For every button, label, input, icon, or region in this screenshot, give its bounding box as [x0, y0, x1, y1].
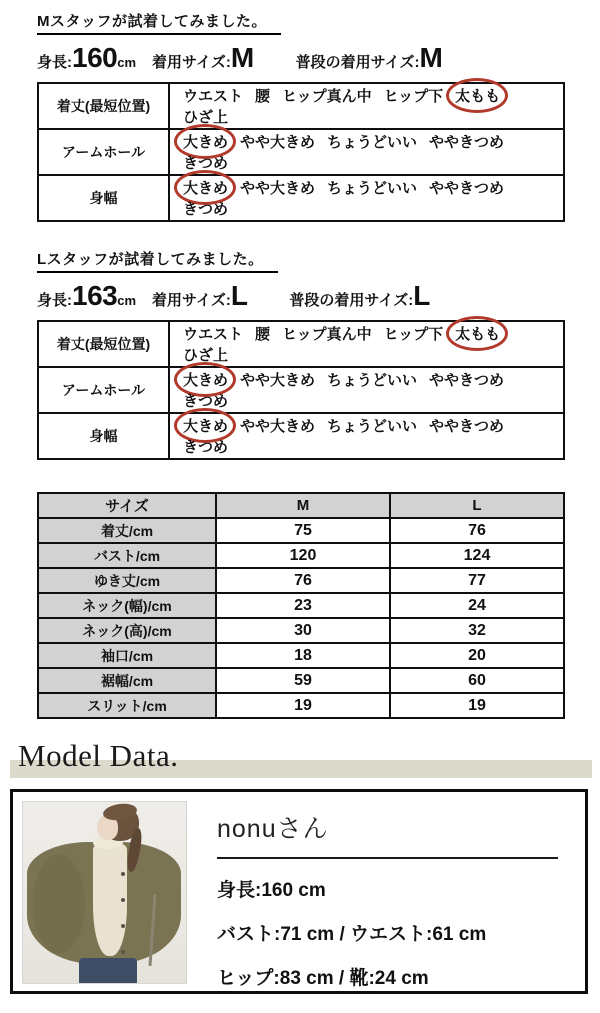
fit-table-row: [38, 413, 564, 459]
size-chart-value-cell: 76: [390, 518, 564, 543]
fit-option: ヒップ下: [383, 88, 444, 105]
model-measurement-line: バスト:71 cm / ウエスト:61 cm: [217, 924, 487, 945]
staff-sections-container: [0, 10, 600, 460]
model-photo-jeans: [79, 958, 137, 984]
size-chart-row: [38, 668, 564, 693]
size-chart-row: [38, 568, 564, 593]
height-label: 身長:: [37, 292, 72, 309]
fit-option: ひざ上: [183, 347, 229, 364]
model-data-box: [10, 789, 588, 994]
fit-option: やや大きめ: [240, 418, 316, 435]
fit-option: ヒップ真ん中: [282, 88, 372, 105]
fit-row-label: 着丈(最短位置): [38, 321, 169, 367]
height-value: 160: [72, 42, 118, 73]
height-unit: cm: [117, 293, 137, 308]
fit-table: [37, 82, 565, 222]
size-chart-row-label: 裾幅/cm: [38, 668, 216, 693]
fit-option: ヒップ下: [383, 326, 444, 343]
fit-option-selected: 大きめ: [183, 415, 228, 436]
size-chart-value-cell: 75: [216, 518, 390, 543]
fit-row-options: [169, 367, 564, 413]
size-chart-row: [38, 543, 564, 568]
fit-row-options: [169, 129, 564, 175]
fit-option: 腰: [255, 88, 271, 105]
model-measurement-lines: [217, 875, 558, 990]
size-chart-row-label: ネック(幅)/cm: [38, 593, 216, 618]
fit-row-label: 着丈(最短位置): [38, 83, 169, 129]
size-chart-table: [37, 492, 565, 719]
fit-option: ヒップ真ん中: [282, 326, 372, 343]
model-measurement-line: ヒップ:83 cm / 靴:24 cm: [217, 968, 429, 989]
wearing-size-label: 着用サイズ:: [152, 54, 231, 71]
model-info: [187, 801, 576, 989]
fit-option: ややきつめ: [429, 372, 505, 389]
model-photo-button: [121, 924, 125, 928]
fit-table-row: [38, 367, 564, 413]
fit-option: きつめ: [183, 155, 229, 172]
fit-option-selected: 大きめ: [183, 177, 228, 198]
fit-row-label: 身幅: [38, 175, 169, 221]
size-chart-row-label: 着丈/cm: [38, 518, 216, 543]
size-chart-value-cell: 23: [216, 593, 390, 618]
fit-option: やや大きめ: [240, 372, 316, 389]
model-photo-button: [121, 872, 125, 876]
fit-row-label: アームホール: [38, 367, 169, 413]
size-chart-row: [38, 693, 564, 718]
staff-fitting-section-M: [37, 10, 600, 222]
size-chart-row-label: ゆき丈/cm: [38, 568, 216, 593]
wearing-size-value: L: [230, 280, 248, 311]
fit-table-row: [38, 83, 564, 129]
size-chart-value-cell: 32: [390, 618, 564, 643]
fit-option: ひざ上: [183, 109, 229, 126]
fit-option: きつめ: [183, 201, 229, 218]
size-chart-value-cell: 24: [390, 593, 564, 618]
fit-option: やや大きめ: [240, 134, 316, 151]
size-chart-value-cell: 124: [390, 543, 564, 568]
usual-size-label: 普段の着用サイズ:: [289, 292, 414, 309]
size-chart-value-cell: 60: [390, 668, 564, 693]
size-chart-header-cell: L: [390, 493, 564, 518]
fit-option: ちょうどいい: [327, 418, 418, 435]
size-chart-row: [38, 618, 564, 643]
model-photo-button: [121, 950, 125, 954]
fit-table-row: [38, 321, 564, 367]
fit-row-options: [169, 83, 564, 129]
size-chart-row: [38, 518, 564, 543]
fit-option: ちょうどいい: [327, 372, 418, 389]
height-value: 163: [72, 280, 118, 311]
size-chart-row: [38, 643, 564, 668]
model-name: nonuさん: [217, 815, 329, 843]
model-photo: [22, 801, 187, 984]
size-chart-row-label: 袖口/cm: [38, 643, 216, 668]
model-name-divider: [217, 857, 558, 859]
fit-option: ややきつめ: [429, 180, 505, 197]
size-chart-body: [38, 518, 564, 718]
wearing-size-label: 着用サイズ:: [152, 292, 231, 309]
fit-option: きつめ: [183, 439, 229, 456]
wearing-size-value: M: [230, 42, 254, 73]
fit-option-selected: 太もも: [455, 85, 500, 106]
size-chart-value-cell: 18: [216, 643, 390, 668]
fit-table-row: [38, 175, 564, 221]
fit-row-options: [169, 175, 564, 221]
size-chart-value-cell: 20: [390, 643, 564, 668]
height-unit: cm: [117, 55, 137, 70]
fit-table: [37, 320, 565, 460]
model-data-heading: Model Data.: [18, 738, 179, 773]
staff-section-heading: Lスタッフが試着してみました。: [37, 248, 278, 273]
usual-size-value: L: [413, 280, 430, 311]
fit-option: きつめ: [183, 393, 229, 410]
size-chart-value-cell: 120: [216, 543, 390, 568]
size-chart-header-cell: サイズ: [38, 493, 216, 518]
size-chart-row: [38, 593, 564, 618]
fit-option: ちょうどいい: [327, 180, 418, 197]
staff-section-heading: Mスタッフが試着してみました。: [37, 10, 281, 35]
size-chart-row-label: ネック(高)/cm: [38, 618, 216, 643]
fit-option: やや大きめ: [240, 180, 316, 197]
fit-table-row: [38, 129, 564, 175]
model-photo-jacket-shade: [33, 854, 85, 954]
fit-option: ちょうどいい: [327, 134, 418, 151]
size-chart-row-label: スリット/cm: [38, 693, 216, 718]
fit-row-options: [169, 321, 564, 367]
height-label: 身長:: [37, 54, 72, 71]
fit-option: 腰: [255, 326, 271, 343]
fit-option: ウエスト: [183, 88, 244, 105]
size-chart-value-cell: 30: [216, 618, 390, 643]
fit-row-options: [169, 413, 564, 459]
fit-option-selected: 大きめ: [183, 131, 228, 152]
size-chart-value-cell: 19: [390, 693, 564, 718]
size-chart-value-cell: 19: [216, 693, 390, 718]
model-measurement-line: 身長:160 cm: [217, 880, 326, 901]
usual-size-label: 普段の着用サイズ:: [295, 54, 420, 71]
fit-row-label: アームホール: [38, 129, 169, 175]
fit-option: ややきつめ: [429, 134, 505, 151]
size-chart-row-label: バスト/cm: [38, 543, 216, 568]
fit-option: ウエスト: [183, 326, 244, 343]
usual-size-value: M: [419, 42, 443, 73]
staff-stats: [37, 44, 600, 72]
model-data-heading-wrap: [10, 735, 592, 779]
size-chart-value-cell: 59: [216, 668, 390, 693]
staff-fitting-section-L: [37, 248, 600, 460]
size-chart-value-cell: 77: [390, 568, 564, 593]
fit-option-selected: 大きめ: [183, 369, 228, 390]
model-photo-button: [121, 898, 125, 902]
size-chart-header-row: [38, 493, 564, 518]
fit-option-selected: 太もも: [455, 323, 500, 344]
size-chart-value-cell: 76: [216, 568, 390, 593]
fit-option: ややきつめ: [429, 418, 505, 435]
staff-stats: [37, 282, 600, 310]
size-chart-header-cell: M: [216, 493, 390, 518]
fit-row-label: 身幅: [38, 413, 169, 459]
